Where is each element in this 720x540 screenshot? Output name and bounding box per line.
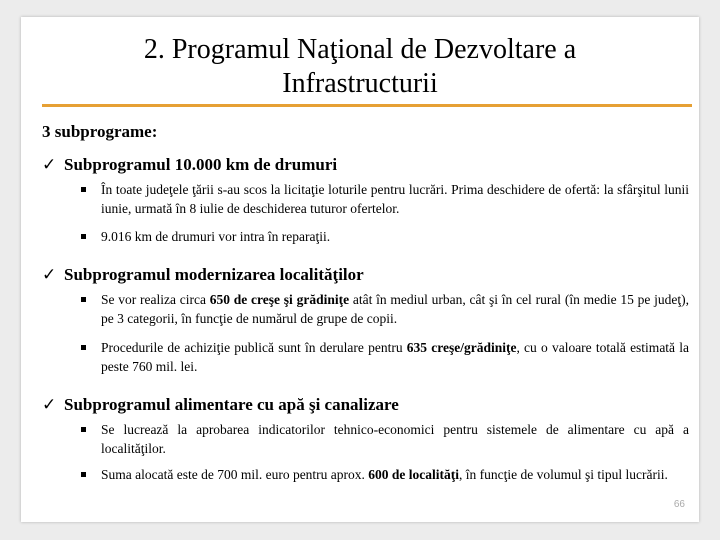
bullet-item (81, 227, 689, 246)
square-bullet-icon (81, 427, 86, 432)
square-bullet-icon (81, 297, 86, 302)
intro-text: 3 subprograme: (42, 122, 158, 141)
bullet-text: Procedurile de achiziţie publică sunt în derulare pentru 635 creşe/grădiniţe, cu o valoare totală estimată la peste 760 mil. lei. (101, 340, 689, 374)
checkmark-icon: ✓ (42, 265, 57, 284)
square-bullet-icon (81, 345, 86, 350)
section-heading-apa-canalizare (42, 395, 399, 415)
square-bullet-icon (81, 472, 86, 477)
title-divider (42, 104, 692, 107)
bullet-item (81, 290, 689, 328)
section-heading-text: Subprogramul modernizarea localităţilor (64, 265, 364, 284)
section-heading-drumuri (42, 155, 337, 175)
slide-title (21, 33, 699, 101)
bullet-text: Se lucrează la aprobarea indicatorilor tehnico-economici pentru sistemele de alimentare cu apă a localităţilor. (101, 422, 689, 456)
section-heading-text: Subprogramul alimentare cu apă şi canalizare (64, 395, 399, 414)
square-bullet-icon (81, 234, 86, 239)
square-bullet-icon (81, 187, 86, 192)
checkmark-icon: ✓ (42, 155, 57, 174)
bullet-item (81, 465, 689, 484)
bullet-item (81, 180, 689, 218)
section-heading-text: Subprogramul 10.000 km de drumuri (64, 155, 338, 174)
section-heading-localitati (42, 265, 364, 285)
bullet-text: În toate judeţele ţării s-au scos la licitaţie loturile pentru lucrări. Prima deschidere de ofertă: la sfârşitul lunii iunie, urmată în 8 iulie de deschiderea tuturor ofertelor. (101, 182, 689, 216)
checkmark-icon: ✓ (42, 395, 57, 414)
bullet-text: Suma alocată este de 700 mil. euro pentru aprox. 600 de localităţi, în funcţie de volumul şi tipul lucrării. (101, 467, 668, 482)
page-number: 66 (673, 499, 685, 510)
bullet-item (81, 420, 689, 458)
bullet-text: Se vor realiza circa 650 de creşe şi grădiniţe atât în mediul urban, cât şi în cel rural (în medie 15 pe judeţ), pe 3 categorii, în funcţie de numărul de grupe de copii. (101, 292, 689, 326)
bullet-item (81, 338, 689, 376)
slide (21, 17, 699, 522)
title-line-2: Infrastructurii (282, 68, 438, 99)
title-line-1: 2. Programul Naţional de Dezvoltare a (143, 34, 577, 65)
bullet-text: 9.016 km de drumuri vor intra în reparaţii. (101, 229, 331, 244)
